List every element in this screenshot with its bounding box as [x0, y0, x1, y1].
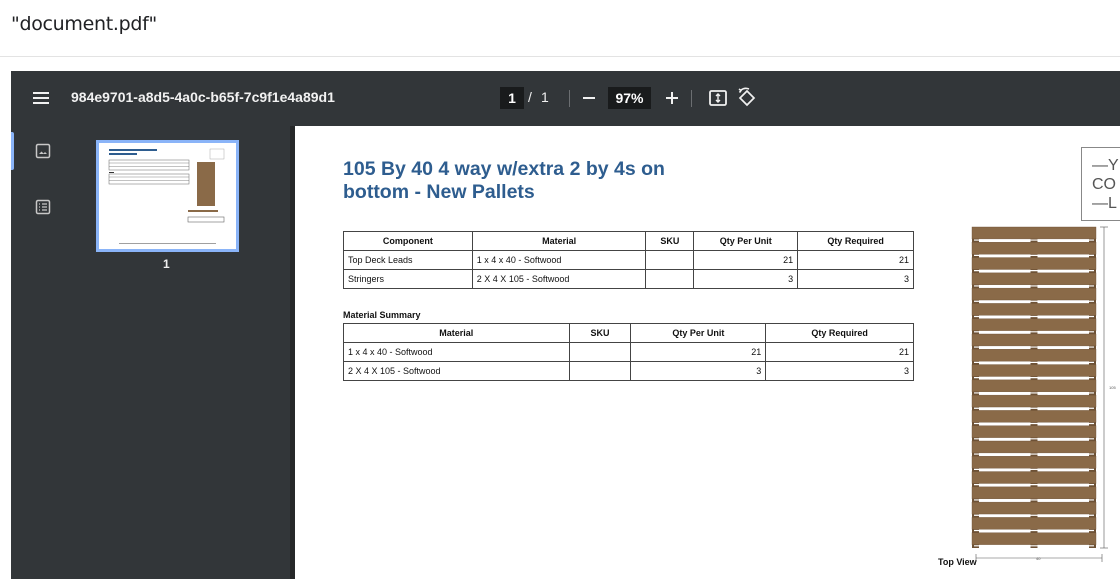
height-dimension-label: 105 — [1109, 385, 1116, 390]
deck-board — [972, 502, 1096, 514]
material-summary-table — [343, 323, 914, 381]
deck-board — [972, 349, 1096, 361]
table-cell: 3 — [694, 270, 798, 289]
page-total: 1 — [541, 89, 549, 105]
deck-board — [972, 487, 1096, 499]
rotate-icon[interactable] — [736, 87, 758, 109]
table-cell: 3 — [631, 362, 766, 381]
pdf-page — [295, 126, 1120, 579]
deck-board — [972, 426, 1096, 438]
zoom-out-icon[interactable] — [581, 88, 597, 108]
deck-board — [972, 472, 1096, 484]
table-cell: 3 — [798, 270, 914, 289]
sidebar-tabs — [11, 126, 73, 579]
deck-board — [972, 365, 1096, 377]
thumbnail-sidebar — [11, 126, 293, 579]
thumbnail-page-number: 1 — [163, 257, 170, 271]
menu-icon[interactable] — [31, 88, 51, 108]
table-row — [344, 362, 914, 381]
table-header-cell: Qty Required — [798, 232, 914, 251]
table-header-cell: Material — [344, 324, 570, 343]
deck-board — [972, 410, 1096, 422]
material-summary-label: Material Summary — [343, 310, 421, 320]
table-cell: 21 — [631, 343, 766, 362]
deck-board — [972, 242, 1096, 254]
deck-board — [972, 334, 1096, 346]
width-dimension-label: 40 — [1036, 556, 1041, 561]
deck-board — [972, 517, 1096, 529]
table-header-cell: Material — [472, 232, 646, 251]
header-divider — [0, 56, 1120, 57]
table-header-cell: SKU — [646, 232, 694, 251]
browser-tab-title: "document.pdf" — [11, 13, 157, 35]
table-row — [344, 343, 914, 362]
company-logo — [1081, 147, 1120, 221]
logo-text: —L — [1092, 195, 1117, 212]
table-header-cell: Qty Per Unit — [631, 324, 766, 343]
table-row — [344, 270, 914, 289]
thumbnails-icon[interactable] — [35, 143, 51, 159]
active-tab-indicator — [11, 132, 14, 170]
table-cell — [646, 251, 694, 270]
deck-board — [972, 288, 1096, 300]
table-cell — [569, 343, 631, 362]
deck-board — [972, 395, 1096, 407]
table-cell: 1 x 4 x 40 - Softwood — [472, 251, 646, 270]
logo-text: CO — [1092, 176, 1116, 193]
table-header-cell: Qty Per Unit — [694, 232, 798, 251]
document-title: 984e9701-a8d5-4a0c-b65f-7c9f1e4a89d1 — [71, 89, 335, 105]
table-cell: Stringers — [344, 270, 473, 289]
deck-board — [972, 533, 1096, 545]
table-cell — [569, 362, 631, 381]
table-cell: 1 x 4 x 40 - Softwood — [344, 343, 570, 362]
table-header-row — [344, 232, 914, 251]
deck-board — [972, 380, 1096, 392]
page-separator: / — [528, 89, 532, 105]
table-row — [344, 251, 914, 270]
zoom-in-icon[interactable] — [664, 88, 680, 108]
table-cell: 3 — [766, 362, 914, 381]
pdf-viewer — [11, 71, 1120, 579]
deck-board — [972, 258, 1096, 270]
page-number-input[interactable]: 1 — [500, 87, 524, 109]
deck-board — [972, 319, 1096, 331]
toolbar-divider — [569, 90, 570, 107]
deck-board — [972, 227, 1096, 239]
table-cell — [646, 270, 694, 289]
deck-board — [972, 273, 1096, 285]
table-header-row — [344, 324, 914, 343]
components-table — [343, 231, 914, 289]
table-header-cell: Component — [344, 232, 473, 251]
table-header-cell: Qty Required — [766, 324, 914, 343]
table-header-cell: SKU — [569, 324, 631, 343]
table-cell: Top Deck Leads — [344, 251, 473, 270]
page-title: 105 By 40 4 way w/extra 2 by 4s on bottom - New Pallets — [343, 158, 665, 203]
deck-board — [972, 303, 1096, 315]
table-cell: 21 — [766, 343, 914, 362]
table-cell: 21 — [798, 251, 914, 270]
fit-page-icon[interactable] — [708, 88, 728, 108]
table-cell: 2 X 4 X 105 - Softwood — [472, 270, 646, 289]
zoom-level-input[interactable]: 97% — [608, 87, 651, 109]
table-cell: 21 — [694, 251, 798, 270]
pdf-toolbar — [11, 71, 1120, 126]
outline-icon[interactable] — [35, 199, 51, 215]
top-view-label: Top View — [938, 557, 977, 567]
deck-board — [972, 441, 1096, 453]
toolbar-divider — [691, 90, 692, 107]
thumbnail-preview — [99, 143, 236, 249]
deck-board — [972, 456, 1096, 468]
page-thumbnail[interactable] — [96, 140, 239, 252]
logo-text: —Y — [1092, 157, 1119, 174]
table-cell: 2 X 4 X 105 - Softwood — [344, 362, 570, 381]
pallet-top-view-drawing — [928, 223, 1120, 573]
